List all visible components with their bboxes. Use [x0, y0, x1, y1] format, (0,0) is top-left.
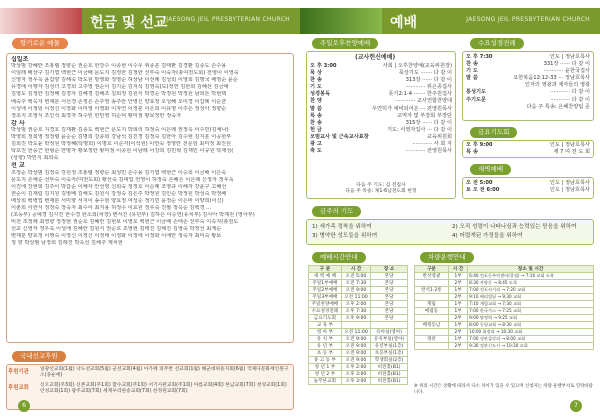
vehicle-section-tag: 차량운행안내 — [420, 252, 474, 263]
sunday-row-value: ············ 사 회 자 — [412, 141, 452, 148]
offering-line: 정초지 조영식 조인석 최경자 허수빈 한민영 허순덕 황미점 황보정란 정숙자 — [11, 112, 182, 119]
schedule-row — [309, 294, 408, 301]
sunday-row-value: 묵상기도 ······· 다 같 이 — [398, 70, 452, 77]
sunday-row — [310, 148, 452, 155]
vehicle-cell: 계림 — [415, 301, 449, 308]
offering-line: 정 향 박상범 남정희 김래진 박옥선 김해주 제치현 — [11, 240, 123, 247]
offering-line: 이임래 배상구 김기엽 백현근 이금배 문도지 김정한 김정한 선부숙 이숙자(총여전도회) 전영이 이영숙 — [11, 70, 239, 77]
sunday-row-label: 모범교사 및 근속교사표창 — [310, 133, 369, 140]
sunday-row-label: 찬 송 — [310, 119, 322, 126]
vehicle-cell: 반석1·2통 — [415, 287, 449, 294]
dawn-row-value: 인도 | 정남호목사 — [549, 180, 590, 186]
page-number-left: 6 — [18, 400, 30, 412]
offering-line: 변재분 양효정 이행숙 이정신 이정신 이정태 이정화 이정애 이정화 이애안 정숙자 최미숙 황보 — [11, 233, 222, 240]
offering-line: 김영도 김정란 김정해 김경자 김혜경 김해조 김희정 김원식 박경순 박정원 박정원 남희돈 박현택 — [11, 91, 227, 98]
vehicle-table — [414, 265, 594, 350]
wednesday-row-value: ············ 다 같 이 — [550, 89, 590, 96]
schedule-header-cell: 장 소 — [371, 266, 408, 273]
mission-section-tag: 국내선교후원 — [12, 351, 66, 362]
schedule-cell: 오전 9:00 — [341, 287, 370, 294]
vehicle-cell: 반석영광 — [415, 273, 449, 280]
sunday-order — [310, 63, 452, 155]
offering-line: 문도지 손예순 선부숙 이숙자(여전도회) 황선숙 김대업 전영이 허정숙 손혜은 이은례 신정자 정우옥 — [11, 176, 234, 183]
schedule-cell: 오전 9:00 — [341, 350, 370, 357]
offering-line: 탁호진 한웅근 한형순 한명자 황보정란 황미점 이종원 이남례 이강희 김민혁 김재민 이규원 탁재성( — [11, 148, 234, 155]
schedule-row — [309, 273, 408, 280]
schedule-cell: 오전 9:00 — [341, 343, 370, 350]
vehicle-row — [415, 336, 594, 343]
vehicle-cell: 2부 — [448, 315, 467, 322]
schedule-cell: 본당 — [371, 301, 408, 308]
mission-row — [8, 367, 292, 380]
schedule-cell: 본당 — [371, 308, 408, 315]
vehicle-cell: 9:10 배리빌딩 → 9:30 교회 — [468, 294, 594, 301]
wednesday-row-value: 요한복음12:12-33 ··· 정남호목사 — [513, 75, 590, 82]
offering-line: (상향) 박민지 최희숙 — [11, 155, 59, 162]
mission-rows — [8, 367, 292, 399]
vehicle-cell: 8:00 동평교회 → 8:30 교회 — [468, 322, 594, 329]
schedule-cell: 오전 9:00 — [341, 336, 370, 343]
schedule-cell: 본당 — [371, 315, 408, 322]
schedule-cell: 오전 11:00 — [341, 294, 370, 301]
wednesday-row — [466, 104, 590, 111]
schedule-header-cell: 시 간 — [341, 266, 370, 273]
offering-line: 이진애 강현희 김주이 박갑순 이해자 안선영 신희숙 정정호 이순례 조영규 이해자 강윤구 고혜선 — [11, 183, 227, 190]
vehicle-cell: 배정동남 — [415, 322, 449, 329]
vehicle-cell: 매립동 — [415, 308, 449, 315]
sunday-heading: (교사헌신예배) — [355, 54, 396, 61]
offering-line: 비전 조정례 최영향 정정현 권순호 김혜란 김현보 이영호 백현근 이금배 손태손 선부숙 이숙자(총전도 — [11, 219, 239, 226]
wednesday-row-label: 기 도 — [466, 68, 478, 75]
schedule-cell: 유 년 부 — [309, 343, 342, 350]
sunday-row-label: 헌 금 — [310, 126, 322, 133]
schedule-cell: 유 치 부 — [309, 336, 342, 343]
schedule-row — [309, 378, 408, 385]
offering-line: 신영자 정우옥 윤갑양 김해숙 박도원 방영화 정영순 허상남 이선례 김성희 이영희 김명국 배영순 윤순 — [11, 77, 238, 84]
leaves-image — [300, 8, 382, 34]
vehicle-cell — [415, 294, 449, 301]
wednesday-row-label: 통성기도 — [466, 89, 487, 96]
schedule-cell: 오후 9:00 — [341, 315, 370, 322]
sunday-footer-line: 다음 주 특송: 제1-6남전도회 헌정 — [345, 189, 417, 194]
friday-row-label: 특 송 — [466, 149, 478, 156]
schedule-header-row — [309, 266, 408, 273]
schedule-cell: 오전 5:00 — [341, 273, 370, 280]
vehicle-cell — [415, 280, 449, 287]
vehicle-cell — [415, 315, 449, 322]
friday-row — [466, 149, 590, 156]
sunday-footer-line: 다음 주 기도: 김 전집사 — [356, 183, 406, 188]
schedule-cell: 교 육 부 — [309, 322, 342, 329]
vehicle-row — [415, 308, 594, 315]
schedule-cell: 본당 — [371, 273, 408, 280]
vehicle-cell: 7:10 계림교회 → 7:30 교회 — [468, 301, 594, 308]
sunday-row-label: 말 씀 — [310, 105, 322, 112]
vehicle-row — [415, 315, 594, 322]
sunday-row-value: 313장 ······ 다 같 이 — [405, 77, 452, 84]
schedule-table-wrap — [308, 265, 408, 385]
schedule-cell: 청 년 1 부 — [309, 364, 342, 371]
wednesday-row-value: 331장 ······ 다 같 이 — [543, 61, 590, 68]
vehicle-cell: 1부 — [448, 287, 467, 294]
vehicle-cell: 8:30 자양동 → 8:45 도착 — [468, 280, 594, 287]
wednesday-row-value: ············ 윤한국집사 — [543, 68, 590, 75]
sunday-row-label: 기 도 — [310, 84, 322, 91]
schedule-cell: 오후 2:00 — [341, 364, 370, 371]
schedule-cell: 유년부실(1층) — [371, 343, 408, 350]
offering-line: 배상희 백병업 변재분 서미향 서지이 송수현 양효정 여성순 정기민 윤정순 이은비 이양희(이신) — [11, 197, 224, 204]
sunday-row-value: ············ 위은종집사 — [405, 84, 452, 91]
schedule-row — [309, 357, 408, 364]
wednesday-row-label: 주기도문 — [466, 96, 487, 103]
schedule-cell — [371, 322, 408, 329]
sunday-row — [310, 120, 452, 127]
wednesday-row-value: 다음 주 특송: 은혜찬양팀 준 — [526, 103, 590, 110]
offering-line: 유경애 이행자 김성녀 고경희 고주영 권순이 김기순 김지석 김영숙(도)정연 김한희 김혜선 김금예 — [11, 84, 229, 91]
sunday-row — [310, 127, 452, 134]
offering-line: 박상범 강혜란 조홍렬 정향순 권순호 한강수 이종현 이수우 위종훈 김태환 김경환 김종도 손수용 — [11, 63, 227, 70]
offering-heading: 선 교 — [11, 162, 25, 170]
schedule-row — [309, 287, 408, 294]
offering-line: 배숙주 백옥자 변재분 서선경 손정은 손주영 송주란 안영신 양효정 오성혜 오미경 이갑례 이순균 — [11, 98, 227, 105]
vehicle-cell: 2부 — [448, 343, 467, 350]
wednesday-row-label: 찬 송 — [466, 61, 478, 68]
friday-order — [466, 142, 590, 156]
vehicle-row — [415, 343, 594, 350]
schedule-row — [309, 364, 408, 371]
offering-line: 권순이 김재림 김지원 김병배 김해도 김원식 강정숙 김은주 박정원 김인순 박정원 박성숙 박정배 — [11, 190, 227, 197]
schedule-cell: 주일3부예배 — [309, 294, 342, 301]
schedule-cell: 오후 2:00 — [341, 301, 370, 308]
vehicle-row — [415, 329, 594, 336]
schedule-row — [309, 350, 408, 357]
prayer-item: 4) 어렵게된 가정들을 위하여 — [452, 233, 523, 239]
offering-line: 박영희 정희영 정정렬 윤순순 김명희 강종희 강남석 김진경 김정숙 김한아 김수현 김지훈 이공한부 — [11, 134, 232, 141]
wednesday-row-label: 말 씀 — [466, 75, 478, 82]
vehicle-cell: 1부 — [448, 336, 467, 343]
church-name-en-right: JAESONG JEIL PRESBYTERIAN CHURCH — [466, 16, 590, 23]
sunday-row-value: 315장 ······ 다 같 이 — [405, 119, 452, 126]
vehicle-header-cell: 구분 — [415, 266, 449, 273]
schedule-cell: 주일1부예배 — [309, 280, 342, 287]
vehicle-row — [415, 301, 594, 308]
schedule-cell: 영 아 부 — [309, 329, 342, 336]
wednesday-row — [466, 89, 590, 96]
offering-line: (초등부) 공예경 김시진 한수경 한소희(차장) 변서진 (유년부) 김하은 이승연(유치부) 김사아 박재원 (영아부) — [11, 212, 255, 219]
wednesday-row — [466, 97, 590, 104]
vehicle-cell: 7:00 정관삼각리 → 8:00 교회 — [468, 336, 594, 343]
sunday-row — [310, 106, 452, 113]
vehicle-cell: 10:00 화정리 → 10:30 교회 — [468, 329, 594, 336]
sunday-row-value: 롯기2:1-4 ······· 한주원집사 — [388, 91, 452, 98]
sunday-row — [310, 98, 452, 105]
schedule-cell: 중 고 등 부 — [309, 357, 342, 364]
schedule-cell: 본당 — [371, 280, 408, 287]
sunday-row-label: 성경봉독 — [310, 91, 331, 98]
wednesday-row-label: 오 후 7:30 — [466, 54, 493, 60]
vehicle-cell: 2부 — [448, 294, 467, 301]
vehicle-cell: 1부 — [448, 301, 467, 308]
vehicle-row — [415, 280, 594, 287]
vehicle-cell: 9:30 정관신도시 → 10:30 교회 — [468, 343, 594, 350]
prayer-item: 1) 세가족 정착을 위하여 — [312, 224, 372, 230]
sunday-row-label: 오 후 3:00 — [310, 63, 337, 69]
mission-row-text: 일광선교회(1월) 낙도선교회(5월) 군선교회(4월) 아가페 의무반 선교회(1월) 해군대위동지회(6월) 국제다문화세인원구소(중순에) — [40, 367, 289, 379]
mission-row-text: 신오교회(주3회) 신촌교회(주1회) 할수교회(주1회) 서기사관교회(주1회) 아름교회(4회) 한남교회(7회) 천성교회(1회) 안성교회(1회) 광주교회(7회) 세계우리한송교회(7회) 한정원교회(7회) — [40, 382, 287, 395]
schedule-row — [309, 336, 408, 343]
friday-section-tag: 금요기도회 — [470, 127, 517, 138]
friday-row-value: 인도 | 정남호목사 — [549, 142, 590, 148]
vehicle-note: ※ 위의 시간은 상황에 따라서 다소 차이가 있을 수 있으며 신청자는 차량 운행부서로 연락바랍니다. — [414, 384, 593, 395]
offering-line: 조정순 박상범 김정숙 강원정 조홍렬 정향순 최성민 손수용 김기엽 백현근 이승희 이금배 이은숙 — [11, 169, 227, 176]
vehicle-header-cell: 장소 및 시간 — [468, 266, 594, 273]
schedule-cell: 주일2부예배 — [309, 287, 342, 294]
schedule-cell — [341, 322, 370, 329]
mission-row — [8, 383, 292, 396]
schedule-cell: 오후 3:00 — [341, 378, 370, 385]
prayer-list-right — [452, 223, 592, 241]
offering-line: 박상범 권순호 지경호 김재환 김종도 백현근 문도지 박희리 허정숙 이은례 권정옥 이수민(김예나) — [11, 126, 229, 133]
vehicle-cell: 정관 — [415, 336, 449, 343]
schedule-cell: 초 등 부 — [309, 350, 342, 357]
prayer-section-tag: 금주의 기도 — [312, 206, 361, 217]
wednesday-row-value: 인도 | 정남호목사 — [549, 54, 590, 60]
dawn-row-label: 토 오 전 6:00 — [466, 187, 500, 194]
vehicle-table-wrap — [414, 265, 594, 350]
vehicle-cell — [415, 343, 449, 350]
schedule-row — [309, 329, 408, 336]
offering-line: 선교 신영자 정우옥 이성애 김혜란 김원식 권순호 조영현 김태진 김해진 김영숙 박정선 최계순 — [11, 226, 222, 233]
vehicle-header-row — [415, 266, 594, 273]
sunday-row-label: 찬 송 — [310, 77, 322, 84]
sunday-row-value: ············ 교사연합찬양대 — [395, 98, 452, 105]
offering-line: 이성애 이정임 이정신 이정화 이미영 이영화 이자연 이정훈 이은희 이유영 이주은 정성아 정향순 — [11, 105, 227, 112]
schedule-row — [309, 315, 408, 322]
offering-line: 이춘희 이한식 정정숙 장숙자 최수이 최지용 허정수 이효원 정우숙 진필 정옥순 김백경 ... — [11, 204, 212, 211]
schedule-cell: 청 년 2 부 — [309, 371, 342, 378]
sunday-section-tag: 주일오후찬양예배 — [312, 38, 378, 49]
dawn-row-label: 오 전 5:00 — [466, 180, 493, 186]
sunday-row — [310, 113, 452, 120]
schedule-section-tag: 예배시간안내 — [312, 252, 366, 263]
vehicle-cell: 1부 — [448, 273, 467, 280]
friday-row-value: 제 7 여 전 도 회 — [553, 149, 590, 156]
offering-section-tag: 향기로운 예물 — [12, 38, 68, 49]
schedule-cell: 늘푸른교회 — [309, 378, 342, 385]
vehicle-row — [415, 294, 594, 301]
right-header — [300, 8, 600, 34]
vehicle-header-cell: 시 간 — [448, 266, 467, 273]
church-name-en: JAESONG JEIL PRESBYTERIAN CHURCH — [166, 16, 290, 23]
vehicle-cell: 2부 — [448, 329, 467, 336]
schedule-row — [309, 308, 408, 315]
sunday-footer — [310, 183, 452, 195]
offering-heading: 십일조 — [11, 56, 29, 63]
wednesday-row-value: ············ 다 같 이 — [550, 96, 590, 103]
sunday-row-value: 우연히가 예비되어온 ··· 전영원목사 — [371, 105, 452, 112]
schedule-cell: 오후 7:30 — [341, 308, 370, 315]
page-number-right: 7 — [570, 400, 582, 412]
vehicle-row — [415, 287, 594, 294]
prayer-list-left — [312, 223, 452, 241]
schedule-cell: 주일찬양예배 — [309, 301, 342, 308]
dawn-row-value: 인도 | 정남호목사 — [549, 187, 590, 194]
vehicle-cell: 1부 — [448, 322, 467, 329]
schedule-cell: 비전홀(B1) — [371, 364, 408, 371]
schedule-table — [308, 265, 408, 385]
schedule-row — [309, 371, 408, 378]
left-header — [0, 8, 300, 34]
sunday-row-value: 교육위원회 — [426, 133, 452, 140]
schedule-cell: 학생회실(2층) — [371, 357, 408, 364]
schedule-row — [309, 280, 408, 287]
schedule-cell: 본당 — [371, 294, 408, 301]
prayer-item: 3) 병약한 성도들을 위하여 — [312, 233, 378, 239]
sunday-row-label: 광 고 — [310, 141, 322, 148]
right-page-title: 예배 — [390, 15, 418, 31]
offering-line: 김희진 박도윤 박정원 박정혜(탁명희) 이명호 이순자(이석원) 이연숙 정영란 천문임 최미정 최진원 — [11, 141, 232, 148]
vehicle-cell: 9:00 양정역 → 9:25 교회 — [468, 315, 594, 322]
vehicle-cell — [415, 329, 449, 336]
right-page — [300, 0, 600, 418]
vehicle-cell: 7:00 한국가스 → 7:25 교회 — [468, 308, 594, 315]
vehicle-row — [415, 322, 594, 329]
left-page-title: 헌금 및 선교 — [90, 15, 168, 31]
schedule-cell: 비전홀(B1) — [371, 378, 408, 385]
schedule-cell: 유아실(영아) — [371, 329, 408, 336]
friday-row-label: 오 후 9:00 — [466, 142, 493, 148]
vehicle-cell: 6:40 전포동주민센터(종점) → 7:10 교회 도착 — [468, 273, 594, 280]
schedule-cell: 새 벽 예 배 — [309, 273, 342, 280]
sunday-row — [310, 134, 452, 141]
schedule-cell: 유치부실(영아) — [371, 336, 408, 343]
vehicle-cell: 7:00 전포사거리 → 7:20 교회 — [468, 287, 594, 294]
mission-row-label: 후원기관 — [8, 369, 29, 375]
schedule-header-cell: 구 분 — [309, 266, 342, 273]
schedule-row — [309, 322, 408, 329]
hands-heart-image — [0, 8, 82, 34]
sunday-row-label: 찬 양 — [310, 98, 322, 105]
prayer-item: 2) 오직 성령이 나타나심과 능력있는 믿음을 위하여 — [452, 224, 577, 230]
schedule-cell: 비전홀(B1) — [371, 371, 408, 378]
offering-heading: 감 사 — [11, 119, 25, 127]
sunday-row-label: 묵 상 — [310, 70, 322, 77]
schedule-cell: 수요성경전례 — [309, 308, 342, 315]
vehicle-cell: 2부 — [448, 280, 467, 287]
mission-row-label: 후원교회 — [8, 384, 29, 391]
sunday-row-value: ············ 전영원목사 — [405, 148, 452, 155]
wednesday-order — [466, 54, 590, 111]
vehicle-row — [415, 273, 594, 280]
offering-list — [11, 56, 291, 248]
vehicle-cell: 1부 — [448, 308, 467, 315]
schedule-cell: 본당 — [371, 287, 408, 294]
schedule-cell: 오전 9:00 — [341, 357, 370, 364]
schedule-cell: 금요기도회 — [309, 315, 342, 322]
sunday-row-label: 축 도 — [310, 148, 322, 155]
schedule-cell: 초등부실(1층) — [371, 350, 408, 357]
dawn-row — [466, 187, 590, 194]
schedule-row — [309, 343, 408, 350]
sunday-row-value: 교역자 및 부장회 부장단 — [396, 112, 452, 119]
wednesday-section-tag: 수요성경전례 — [470, 38, 524, 49]
sunday-row-value: 기도: 이영자집사 ··· 다 같 이 — [386, 126, 452, 133]
schedule-cell: 오전 11:00 — [341, 329, 370, 336]
schedule-row — [309, 301, 408, 308]
sunday-row-label: 특 송 — [310, 112, 322, 119]
schedule-cell: 오전 7:30 — [341, 280, 370, 287]
schedule-cell: 오후 3:00 — [341, 371, 370, 378]
sunday-row-value: 사회 | 오후찬양예(교육위원장) — [382, 63, 452, 69]
wednesday-row-value: 인자의 영광과 제자들의 영광 — [524, 82, 590, 89]
dawn-order — [466, 180, 590, 194]
dawn-section-tag: 새벽예배 — [470, 164, 511, 175]
